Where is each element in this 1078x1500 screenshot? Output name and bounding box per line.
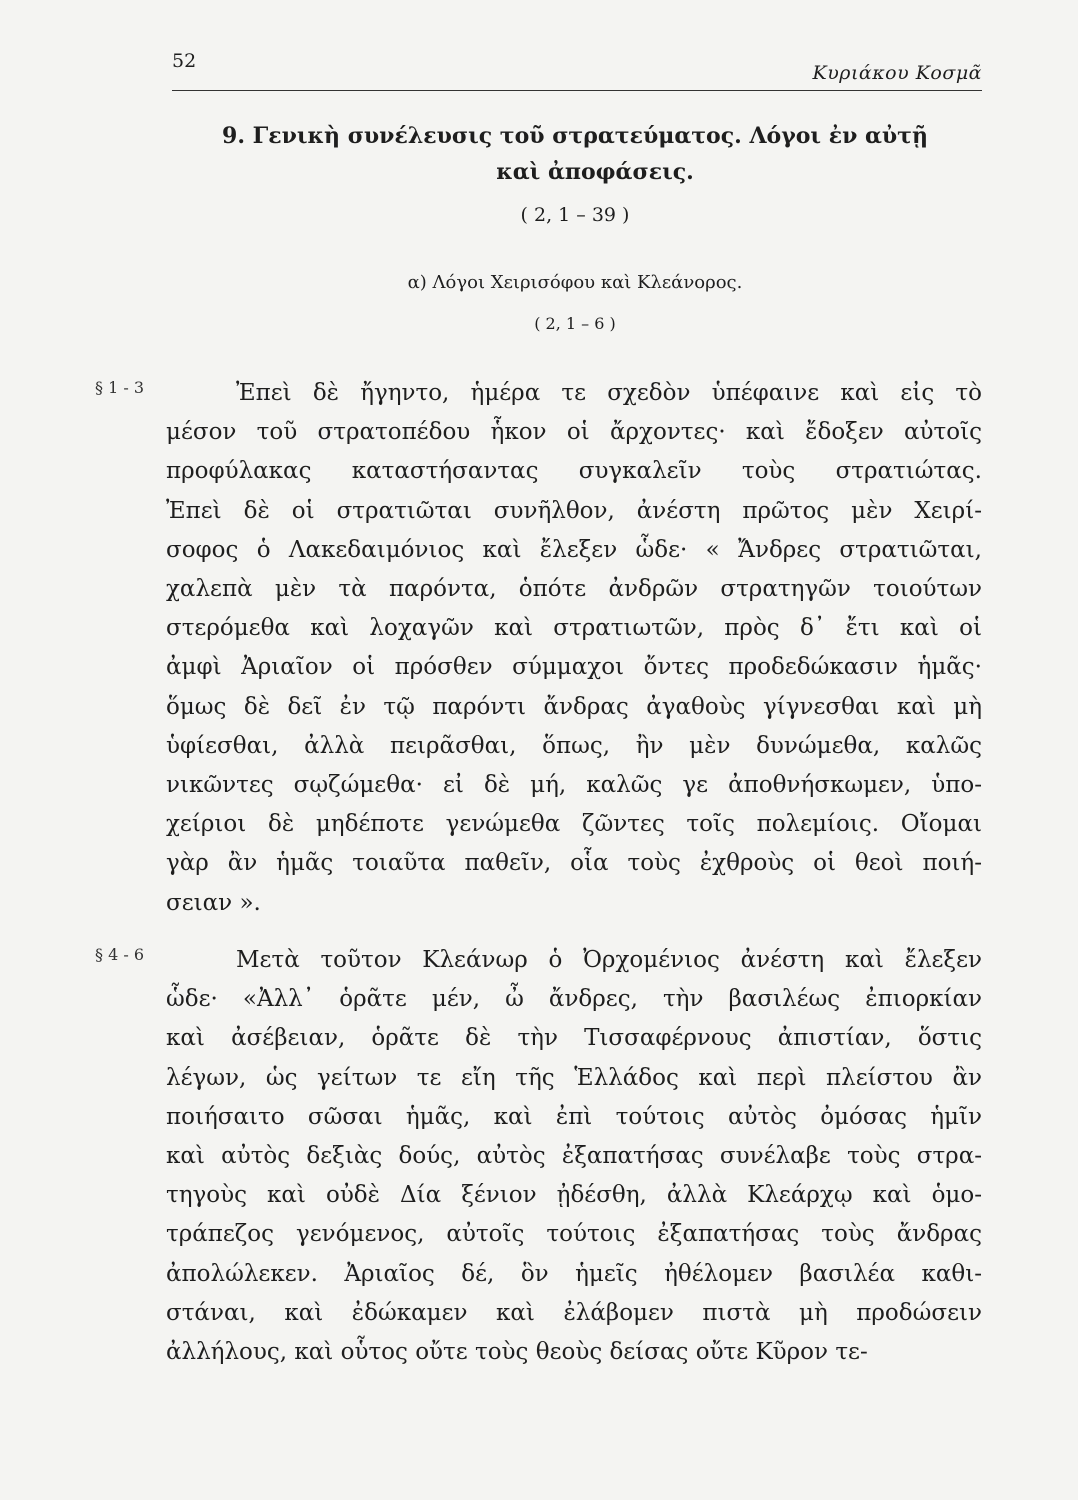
text-line: Ἐπεὶ δὲ ἤγηντο, ἡμέρα τε σχεδὸν ὑπέφαινε καὶ εἰς τὸ bbox=[236, 380, 982, 406]
text-line: χαλεπὰ μὲν τὰ παρόντα, ὁπότε ἀνδρῶν στρατηγῶν τοιούτων bbox=[166, 576, 982, 603]
section-marker: § 4 - 6 bbox=[95, 945, 145, 964]
text-line: τηγοὺς καὶ οὐδὲ Δία ξένιον ᾐδέσθη, ἀλλὰ Κλεάρχῳ καὶ ὁμο- bbox=[166, 1182, 982, 1209]
text-line: ἀπολώλεκεν. Ἀριαῖος δέ, ὃν ἡμεῖς ἠθέλομεν βασιλέα καθι- bbox=[166, 1260, 982, 1287]
text-line: Μετὰ τοῦτον Κλεάνωρ ὁ Ὀρχομένιος ἀνέστη καὶ ἔλεξεν bbox=[236, 947, 982, 973]
text-line: ὑφίεσθαι, ἀλλὰ πειρᾶσθαι, ὅπως, ἢν μὲν δυνώμεθα, καλῶς bbox=[166, 732, 982, 759]
running-head: Κυριάκου Κοσμᾶ bbox=[812, 62, 982, 84]
chapter-title-line-2: καὶ ἀποφάσεις. bbox=[496, 159, 694, 185]
section-marker: § 1 - 3 bbox=[95, 378, 145, 397]
subsection-reference: ( 2, 1 – 6 ) bbox=[534, 314, 616, 333]
text-line: καὶ αὐτὸς δεξιὰς δούς, αὐτὸς ἐξαπατήσας συνέλαβε τοὺς στρα- bbox=[166, 1143, 982, 1170]
page-header bbox=[172, 50, 982, 91]
subsection-title: α) Λόγοι Χειρισόφου καὶ Κλεάνορος. bbox=[407, 272, 743, 293]
text-line: νικῶντες σῳζώμεθα· εἰ δὲ μή, καλῶς γε ἀποθνήσκωμεν, ὑπο- bbox=[166, 772, 982, 799]
text-line: στερόμεθα καὶ λοχαγῶν καὶ στρατιωτῶν, πρὸς δ᾽ ἔτι καὶ οἱ bbox=[166, 615, 982, 642]
text-line: ὧδε· «Ἀλλ᾽ ὁρᾶτε μέν, ὦ ἄνδρες, τὴν βασιλέως ἐπιορκίαν bbox=[166, 986, 982, 1013]
text-line: σοφος ὁ Λακεδαιμόνιος καὶ ἔλεξεν ὧδε· « Ἄνδρες στρατιῶται, bbox=[166, 536, 982, 563]
text-line: ποιήσαιτο σῶσαι ἡμᾶς, καὶ ἐπὶ τούτοις αὐτὸς ὀμόσας ἡμῖν bbox=[166, 1103, 982, 1130]
text-line: ἀλλήλους, καὶ οὗτος οὔτε τοὺς θεοὺς δείσας οὔτε Κῦρον τε- bbox=[166, 1339, 868, 1366]
text-line: προφύλακας καταστήσαντας συγκαλεῖν τοὺς στρατιώτας. bbox=[166, 458, 982, 485]
text-line: καὶ ἀσέβειαν, ὁρᾶτε δὲ τὴν Τισσαφέρνους ἀπιστίαν, ὅστις bbox=[166, 1025, 982, 1052]
chapter-title bbox=[170, 118, 980, 190]
text-line: στάναι, καὶ ἐδώκαμεν καὶ ἐλάβομεν πιστὰ μὴ προδώσειν bbox=[166, 1299, 982, 1326]
text-line: σειαν ». bbox=[166, 889, 261, 916]
text-line: χείριοι δὲ μηδέποτε γενώμεθα ζῶντες τοῖς πολεμίοις. Οἴομαι bbox=[166, 811, 982, 838]
text-line: γὰρ ἂν ἡμᾶς τοιαῦτα παθεῖν, οἷα τοὺς ἐχθροὺς οἱ θεοὶ ποιή- bbox=[166, 850, 982, 877]
text-line: τράπεζος γενόμενος, αὐτοῖς τούτοις ἐξαπατήσας τοὺς ἄνδρας bbox=[166, 1221, 982, 1248]
page-number: 52 bbox=[172, 50, 197, 72]
chapter-reference: ( 2, 1 – 39 ) bbox=[520, 204, 630, 226]
text-line: ὅμως δὲ δεῖ ἐν τῷ παρόντι ἄνδρας ἀγαθοὺς γίγνεσθαι καὶ μὴ bbox=[166, 693, 982, 720]
text-line: λέγων, ὡς γείτων τε εἴη τῆς Ἑλλάδος καὶ περὶ πλείστου ἂν bbox=[166, 1064, 982, 1091]
paragraph bbox=[166, 374, 982, 923]
chapter-title-line-1: 9. Γενικὴ συνέλευσις τοῦ στρατεύματος. Λόγοι ἐν αὐτῇ bbox=[222, 123, 928, 149]
text-line: Ἐπεὶ δὲ οἱ στρατιῶται συνῆλθον, ἀνέστη πρῶτος μὲν Χειρί- bbox=[166, 497, 982, 524]
text-line: ἀμφὶ Ἀριαῖον οἱ πρόσθεν σύμμαχοι ὄντες προδεδώκασιν ἡμᾶς· bbox=[166, 654, 982, 681]
text-line: μέσον τοῦ στρατοπέδου ἧκον οἱ ἄρχοντες· καὶ ἔδοξεν αὐτοῖς bbox=[166, 419, 982, 446]
paragraph bbox=[166, 941, 982, 1372]
